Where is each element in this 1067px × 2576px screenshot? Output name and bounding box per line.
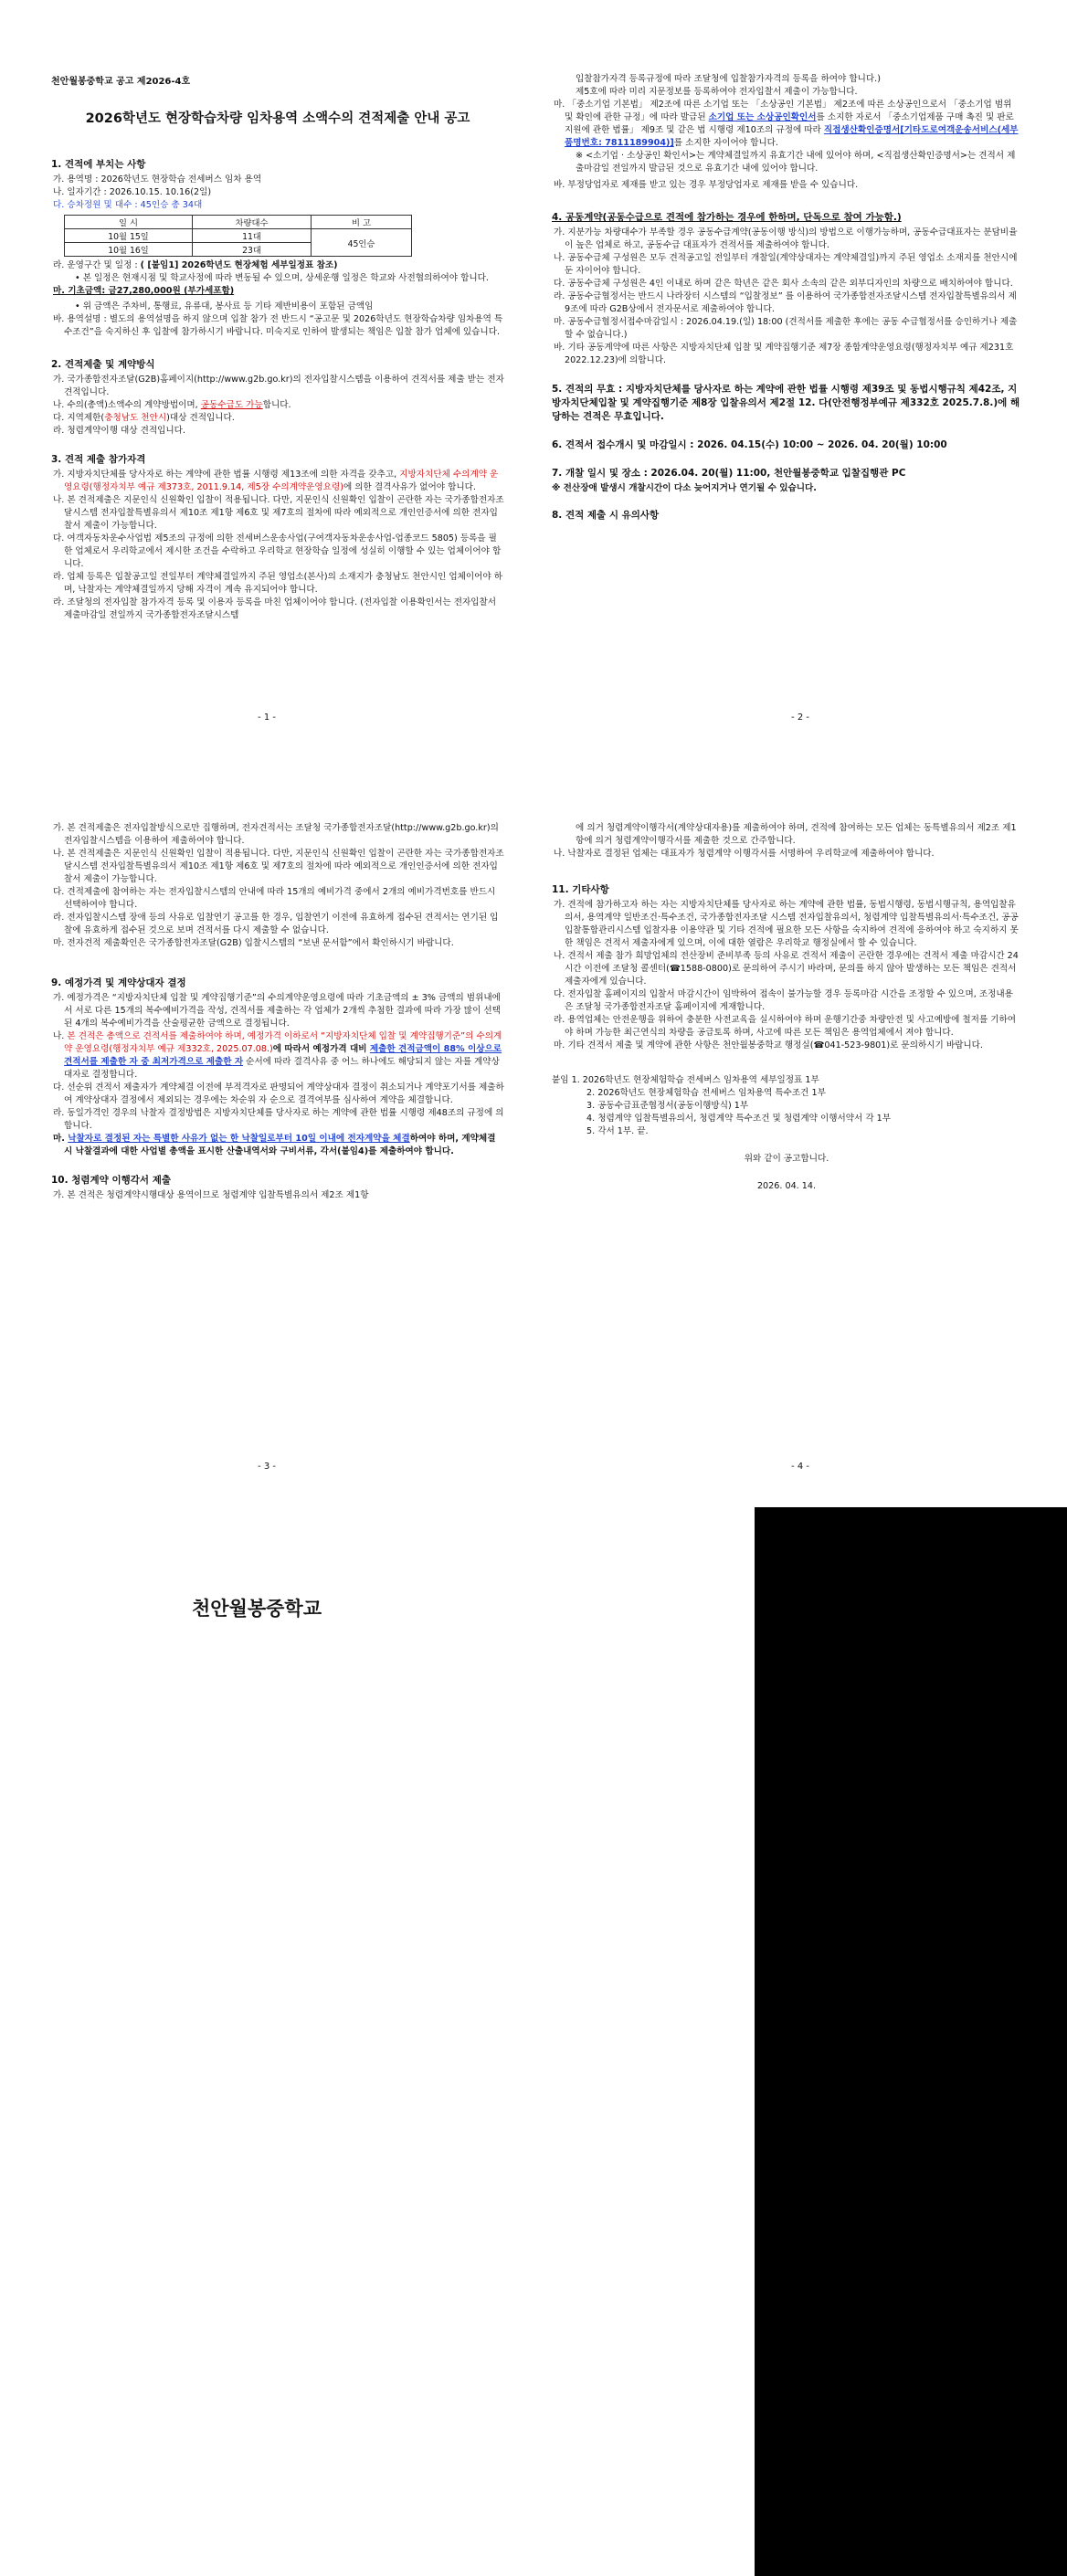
attachment-item: 5. 각서 1부. 끝. bbox=[586, 1126, 649, 1136]
s9b-highlight2: 제출한 견적금액이 88% 이상으로 견적서를 제출한 자 중 최저가격으로 제출한 자 bbox=[64, 1044, 502, 1067]
notice-date: 2026. 04. 14. bbox=[756, 1181, 817, 1191]
c3-text: 마. 「중소기업 기본법」 제2조에 따른 소기업 또는 「소상공인 기본법」 제2조에 따른 소상공인으로서 「중소기업 범위 및 확인에 관한 규정」에 따라 발급된 bbox=[554, 100, 1012, 122]
s3-item-ba: 바. 부정당업자로 제재를 받고 있는 경우 부정당업자로 제재를 받을 수 있습니다. bbox=[554, 180, 859, 190]
s8-item-d: 라. 전자입찰시스템 장애 등의 사유로 입찰연기 공고를 한 경우, 입찰연기 이전에 유효하게 접수된 견적서는 연기된 입찰에 유효하게 접수된 것으로 보며 견적서를 다시 제출할 수 없습니다. bbox=[53, 913, 499, 935]
table-cell: 10월 16일 bbox=[65, 243, 193, 257]
s2-item-b bbox=[51, 399, 504, 412]
page-1 bbox=[0, 0, 534, 749]
s11-item-a: 가. 견적에 참가하고자 하는 자는 지방자치단체를 당사자로 하는 계약에 관한 법률, 동법시행령, 동법시행규칙, 용역입찰유의서, 용역계약 일반조건·특수조건, 국가종합전자조달 시스템 전자입찰유의서, 청렴계약 입찰특별유의서·특수조건, 공공입찰통합관리시스템 입찰자용 이용약관 및 기타 견적에 필요한 모든 사항을 숙지하여 견적에 응하여야 하고 숙지하지 못한 책임은 견적서 제출자에게 있으며, 이에 대한 열람은 우리학교 행정실에서 할 수 있습니다. bbox=[554, 900, 1019, 948]
s4-item-a: 가. 지분가능 차량대수가 부족할 경우 공동수급계약(공동이행 방식)의 방법으로 이행가능하며, 공동수급대표자는 분담비율이 높은 업체로 하고, 공동수급 대표자가 견적서를 제출하여야 합니다. bbox=[554, 227, 1018, 250]
s9e-label: 마. bbox=[53, 1134, 69, 1144]
s1-item-c: 다. 승차정원 및 대수 : 45인승 총 34대 bbox=[53, 200, 203, 210]
s2-item-a: 가. 국가종합전자조달(G2B)홈페이지(http://www.g2b.go.kr)의 전자입찰시스템을 이용하여 견적서를 제출 받는 전자견적입니다. bbox=[53, 375, 504, 397]
section-7-heading: 7. 개찰 일시 및 장소 : 2026.04. 20(월) 11:00, 천안월봉중학교 입찰집행관 PC bbox=[552, 468, 906, 479]
s9b-label: 나. bbox=[53, 1031, 68, 1041]
s8-item-b: 나. 본 견적제출은 지문인식 신원확인 입찰이 적용됩니다. 다만, 지문인식 신원확인 입찰이 곤란한 자는 국가종합전자조달시스템 전자입찰특별유의서 제10조 제1항 제6호 및 제7호의 절차에 따라 예외적으로 개인인증서에 의한 전자입찰서 제출이 가능합니다. bbox=[53, 849, 504, 884]
s1-item-d bbox=[51, 259, 504, 272]
s2-item-c bbox=[51, 412, 504, 425]
school-name-seal: 천안월봉중학교 bbox=[192, 1598, 322, 1620]
section-2-heading: 2. 견적제출 및 계약방식 bbox=[51, 359, 155, 370]
s3-item-a bbox=[51, 469, 504, 494]
s9e-end: 하여야 하며, 계약체결 시 낙찰결과에 대한 사업별 총액을 표시한 산출내역서와 구비서류, 각서(붙임4)를 제출하여야 합니다. bbox=[64, 1134, 496, 1156]
s3a-end: 에 의한 결격사유가 없어야 합니다. bbox=[343, 482, 476, 492]
s1-item-f: 바. 용역설명 : 별도의 용역설명을 하지 않으며 입찰 참가 전 반드시 “공고문 및 2026학년도 현장학습차량 임차용역 특수조건”을 숙지하신 후 입찰에 참가하시기 바랍니다. 미숙지로 인하여 발생되는 책임은 입찰 참가 업체에 있습니다. bbox=[53, 314, 503, 337]
s8-item-e: 마. 전자견적 제출확인은 국가종합전자조달(G2B) 입찰시스템의 “보낸 문서함”에서 확인하시기 바랍니다. bbox=[53, 938, 454, 948]
continued-text: 제5호에 따라 미리 지문정보를 등록하여야 전자입찰서 제출이 가능합니다. bbox=[576, 87, 858, 97]
s4-item-d: 라. 공동수급협정서는 반드시 나라장터 시스템의 “입찰정보” 를 이용하여 국가종합전자조달시스템 전자입찰특별유의서 제9조에 따라 G2B상에서 전자문서로 제출하여야 합니다. bbox=[554, 291, 1017, 314]
page-3 bbox=[0, 749, 534, 1498]
page-1-body bbox=[51, 144, 504, 622]
s9b-text: 에 따라서 예정가격 대비 bbox=[272, 1044, 370, 1054]
s10-item-a: 가. 본 견적은 청렴계약시행대상 용역이므로 청렴계약 입찰특별유의서 제2조 제1항 bbox=[53, 1190, 369, 1200]
table-header: 일 시 bbox=[65, 216, 193, 229]
attachment-item: 4. 청렴계약 입찰특별유의서, 청렴계약 특수조건 및 청렴계약 이행서약서 각 1부 bbox=[586, 1114, 892, 1124]
s1-item-b: 나. 일자기간 : 2026.10.15. 10.16(2일) bbox=[53, 187, 212, 197]
s2b-text: 나. 수의(총액)소액수의 계약방법이며, bbox=[53, 400, 201, 410]
s3-item-c: 다. 여객자동차운수사업법 제5조의 규정에 의한 전세버스운송사업(구여객자동차운송사업-업종코드 5805) 등록을 필한 업체로서 우리학교에서 제시한 조건을 수락하고 우리학교 현장학습 일정에 성실히 이행할 수 있는 업체이어야 합니다. bbox=[53, 533, 502, 569]
page-number: - 1 - bbox=[258, 713, 276, 723]
s3a-highlight: 지방자치단체 수의계약 운영요령(행정자치부 예규 제373호, 2011.9.14, 제5장 수의계약운영요령) bbox=[64, 470, 499, 492]
section-6-heading: 6. 견적서 접수개시 및 마감일시 : 2026. 04.15(수) 10:00 ~ 2026. 04. 20(월) 10:00 bbox=[552, 439, 947, 450]
s9-item-e bbox=[51, 1133, 504, 1158]
s2c-end: )대상 견적입니다. bbox=[166, 413, 235, 423]
attachment-1: 붙임 1. 2026학년도 현장체험학습 전세버스 임차용역 세부일정표 1부 bbox=[552, 1075, 819, 1085]
section-4-heading: 4. 공동계약(공동수급으로 견적에 참가하는 경우에 한하며, 단독으로 참여 가능함.) bbox=[552, 212, 902, 223]
s11-item-d: 라. 용역업체는 안전운행을 위하여 충분한 사전교육을 실시하여야 하며 운행기간중 차량안전 및 사고예방에 철저를 기하여야 하며 가능한 최근연식의 차량을 공급토록 하며, 사고에 따른 모든 책임은 용역업체에서 져야 합니다. bbox=[554, 1015, 1017, 1038]
s8-item-c: 다. 견적제출에 참여하는 자는 전자입찰시스템의 안내에 따라 15개의 예비가격 중에서 2개의 예비가격번호를 반드시 선택하여야 합니다. bbox=[53, 887, 496, 910]
page-2-body bbox=[552, 73, 1021, 524]
section-1-heading: 1. 견적에 부치는 사항 bbox=[51, 159, 146, 170]
attachment-item: 2. 2026학년도 현장체험학습 전세버스 임차용역 특수조건 1부 bbox=[586, 1088, 826, 1098]
s4-item-f: 바. 기타 공동계약에 따른 사항은 지방자치단체 입찰 및 계약집행기준 제7장 종합계약운영요령(행정자치부 예규 제231호 2022.12.23)에 의합니다. bbox=[554, 343, 1014, 365]
s9b-highlight: 본 견적은 총액으로 견적서를 제출하여야 하며, 예정가격 이하로서 “지방자치단체 입찰 및 계약집행기준”의 수의계약 운영요령(행정자치부 예규 제332호, 2025.07.08.) bbox=[64, 1031, 502, 1054]
s9-item-a: 가. 예정가격은 “지방자치단체 입찰 및 계약집행기준”의 수의계약운영요령에 따라 기초금액의 ± 3% 금액의 범위내에서 서로 다른 15개의 복수예비가격을 작성, 견적서를 제출하는 각 업체가 2개씩 추첨한 결과에 따라 가장 많이 선택된 4개의 복수예비가격을 산술평균한 금액으로 결정됩니다. bbox=[53, 993, 501, 1029]
section-5-heading: 5. 견적의 무효 : 지방자치단체를 당사자로 하는 계약에 관한 법률 시행령 제39조 및 동법시행규칙 제42조, 지방자치단체입찰 및 계약집행기준 제8장 입찰유의서 제2절 12. 다(안전행정부예규 제332호 2025.7.8.)에 해당하는 견적은 무효입니다. bbox=[552, 384, 1020, 422]
table-cell: 23대 bbox=[193, 243, 312, 257]
table-cell: 45인승 bbox=[312, 229, 412, 257]
s10-item-b: 나. 낙찰자로 결정된 업체는 대표자가 청렴계약 이행각서를 서명하여 우리학교에 제출하여야 합니다. bbox=[554, 849, 935, 859]
s4-item-c: 다. 공동수급체 구성원은 4인 이내로 하며 같은 학년은 같은 회사 소속의 같은 외부디자인의 차량으로 배치하여야 합니다. bbox=[554, 279, 1013, 289]
attachment-item: 3. 공동수급표준협정서(공동이행방식) 1부 bbox=[586, 1101, 749, 1111]
s3-note: ※ <소기업 · 소상공인 확인서>는 계약체결일까지 유효기간 내에 있어야 하며, <직접생산확인증명서>는 견적서 제출마감일 전일까지 발급된 것으로 유효기간 내에 있어야 합니다. bbox=[576, 151, 1016, 174]
continued-text: 입찰참가자격 등록규정에 따라 조달청에 입찰참가자격의 등록을 하여야 합니다.) bbox=[576, 74, 881, 84]
table-cell: 10월 15일 bbox=[65, 229, 193, 243]
section-11-heading: 11. 기타사항 bbox=[552, 884, 609, 895]
c3-end: 를 소지한 자이어야 합니다. bbox=[673, 138, 778, 148]
section-8-heading: 8. 견적 제출 시 유의사항 bbox=[552, 510, 660, 521]
page-number: - 3 - bbox=[258, 1462, 276, 1472]
s1-item-d-note: • 본 일정은 현재시점 및 학교사정에 따라 변동될 수 있으며, 상세운행 일정은 학교와 사전협의하여야 합니다. bbox=[75, 273, 489, 283]
section-7-note: ※ 전산장애 발생시 개찰시간이 다소 늦어지거나 연기될 수 있습니다. bbox=[552, 483, 817, 493]
s2b-end: 합니다. bbox=[262, 400, 291, 410]
document-title: 2026학년도 현장학습차량 임차용역 소액수의 견적제출 안내 공고 bbox=[85, 111, 470, 126]
page-3-body bbox=[51, 822, 504, 1202]
s8-item-a: 가. 본 견적제출은 전자입찰방식으로만 집행하며, 전자견적서는 조달청 국가종합전자조달(http://www.g2b.go.kr)의 전자입찰시스템을 이용하여 제출하여야 합니다. bbox=[53, 823, 499, 846]
closing-text: 위와 같이 공고합니다. bbox=[744, 1154, 829, 1164]
section-9-heading: 9. 예정가격 및 계약상대자 결정 bbox=[51, 977, 186, 988]
s3-item-ma bbox=[552, 99, 1021, 150]
redacted-block bbox=[755, 1507, 1067, 2576]
page-number: - 4 - bbox=[791, 1462, 809, 1472]
page-number: - 2 - bbox=[791, 713, 809, 723]
page-4 bbox=[534, 749, 1067, 1498]
s2c-text: 다. 지역제한( bbox=[53, 413, 105, 423]
c3-text2: 를 소지한 자로서 「중소기업제품 구매 촉진 및 판로지원에 관한 법률」 제9조 및 같은 법 시행령 제10조의 규정에 따라 bbox=[565, 112, 1014, 135]
table-header: 차량대수 bbox=[193, 216, 312, 229]
s1-item-e: 마. 기초금액: 금27,280,000원 (부가세포함) bbox=[53, 286, 235, 296]
s1-item-a: 가. 용역명 : 2026학년도 현장학습 전세버스 임차 용역 bbox=[53, 174, 262, 185]
s11-item-c: 다. 전자입찰 홈페이지의 입찰서 마감시간이 임박하여 접속이 불가능할 경우 등록마감 시간을 조정할 수 있으며, 조정내용은 조달청 국가종합전자조달 홈페이지에 게재합니다. bbox=[554, 989, 1013, 1012]
s11-item-b: 나. 견적서 제출 참가 희망업체의 전산장비 준비부족 등의 사유로 견적서 제출이 곤란한 경우에는 견적서 제출 마감시간 24시간 이전에 조달청 콜센터(☎1588-0800)로 문의하여 주시기 바라며, 문의를 하지 않아 발생하는 모든 책임은 견적서 제출자에게 있습니다. bbox=[554, 951, 1019, 987]
s11-item-e: 마. 기타 견적서 제출 및 계약에 관한 사항은 천안월봉중학교 행정실(☎041-523-9801)로 문의하시기 바랍니다. bbox=[554, 1040, 983, 1050]
notice-number: 천안월봉중학교 공고 제2026-4호 bbox=[51, 77, 191, 87]
page-4-body bbox=[552, 822, 1021, 1193]
s9-item-d: 라. 동일가격인 경우의 낙찰자 결정방법은 지방자치단체를 당사자로 하는 계약에 관한 법률 시행령 제48조의 규정에 의합니다. bbox=[53, 1108, 504, 1131]
s2c-highlight: 충청남도 천안시 bbox=[104, 413, 167, 423]
s1d-ref: ( [붙임1] 2026학년도 현장체험 세부일정표 참조) bbox=[140, 260, 338, 270]
schedule-table bbox=[64, 215, 412, 257]
s9-item-c: 다. 선순위 견적서 제출자가 계약체결 이전에 부적격자로 판명되어 계약상대자 결정이 취소되거나 계약포기서를 제출하여 계약상대자 결정에서 제외되는 경우에는 차순위 자 순으로 결격여부를 심사하여 계약을 체결합니다. bbox=[53, 1082, 504, 1105]
page-5 bbox=[0, 1498, 534, 2247]
s3-item-b: 나. 본 견적제출은 지문인식 신원확인 입찰이 적용됩니다. 다만, 지문인식 신원확인 입찰이 곤란한 자는 국가종합전자조달시스템 전자입찰특별유의서 제10조 제1항 제6호 및 제7호의 절차에 따라 예외적으로 개인인증서에 의한 전자입찰서 제출이 가능합니다. bbox=[53, 495, 504, 531]
s9b-end: 순서에 따라 결격사유 중 어느 하나에도 해당되지 않는 자를 계약상대자로 결정합니다. bbox=[64, 1057, 500, 1080]
c3-highlight: 소기업 또는 소상공인확인서 bbox=[708, 112, 817, 122]
page-2 bbox=[534, 0, 1067, 749]
section-10-heading: 10. 청렴계약 이행각서 제출 bbox=[51, 1175, 171, 1186]
s4-item-b: 나. 공동수급체 구성원은 모두 견적공고일 전일부터 개찰일(계약상대자는 계약체결일)까지 주된 영업소 소재지를 천안시에 둔 자이어야 합니다. bbox=[554, 253, 1018, 276]
s3a-text: 가. 지방자치단체를 당사자로 하는 계약에 관한 법률 시행령 제13조에 의한 자격을 갖추고, bbox=[53, 470, 400, 480]
s4-item-e: 마. 공동수급협정서접수마감일시 : 2026.04.19.(일) 18:00 (견적서를 제출한 후에는 공동 수급협정서를 승인하거나 제출할 수 없습니다.) bbox=[554, 317, 1018, 340]
s9e-highlight: 낙찰자로 결정된 자는 특별한 사유가 없는 한 낙찰일로부터 10일 이내에 전자계약을 체결 bbox=[68, 1134, 410, 1144]
s3-item-d: 라. 업체 등록은 입찰공고일 전일부터 계약체결일까지 주된 영업소(본사)의 소재지가 충청남도 천안시인 업체이어야 하며, 낙찰자는 계약체결일까지 당해 자격이 계속 유지되어야 합니다. bbox=[53, 572, 502, 595]
section-3-heading: 3. 견적 제출 참가자격 bbox=[51, 454, 146, 465]
s1-item-e-note: • 위 금액은 주차비, 통행료, 유류대, 봉사료 등 기타 제반비용이 포함된 금액임 bbox=[75, 301, 374, 311]
s2-item-d: 라. 청렴계약이행 대상 견적입니다. bbox=[53, 426, 185, 436]
s1d-label: 라. 운영구간 및 일정 : bbox=[53, 260, 141, 270]
s2b-highlight: 공동수급도 가능 bbox=[200, 400, 263, 410]
c3-highlight2: 직접생산확인증명서[기타도로여객운송서비스(세부품명번호: 7811189904)] bbox=[565, 125, 1019, 148]
table-header: 비 고 bbox=[312, 216, 412, 229]
s3-item-e: 라. 조달청의 전자입찰 참가자격 등록 및 이용자 등록을 마친 업체이어야 합니다. (전자입찰 이용확인서는 전자입찰서 제출마감일 전일까지 국가종합전자조달시스템 bbox=[53, 597, 497, 620]
s9-item-b bbox=[51, 1030, 504, 1082]
table-cell: 11대 bbox=[193, 229, 312, 243]
continued-text: 에 의거 청렴계약이행각서(계약상대자용)를 제출하여야 하며, 견적에 참여하는 모든 업체는 동특별유의서 제2조 제1항에 의거 청렴계약이행각서를 제출한 것으로 간주합니다. bbox=[576, 823, 1017, 846]
